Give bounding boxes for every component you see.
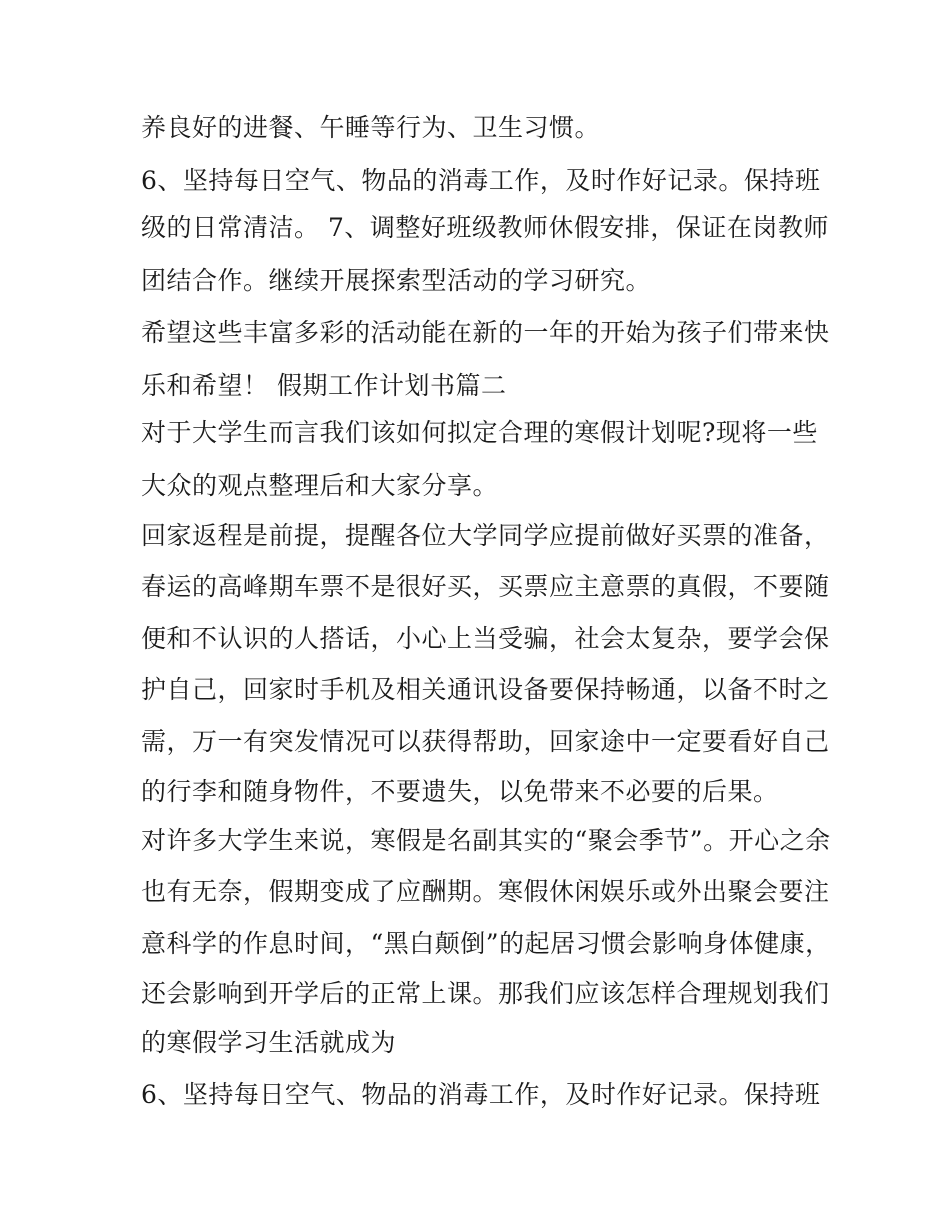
text-line: 对许多大学生来说，寒假是名副其实的“聚会季节”。开心之余 — [141, 826, 831, 855]
text-line: 希望这些丰富多彩的活动能在新的一年的开始为孩子们带来快 — [141, 318, 830, 347]
text-line: 也有无奈，假期变成了应酬期。寒假休闲娱乐或外出聚会要注 — [141, 877, 830, 906]
text-line: 的寒假学习生活就成为 — [141, 1028, 397, 1057]
text-line: 对于大学生而言我们该如何拟定合理的寒假计划呢?现将一些 — [141, 418, 818, 447]
text-line: 6、坚持每日空气、物品的消毒工作，及时作好记录。保持班 — [141, 1080, 821, 1109]
text-line: 级的日常清洁。 7、调整好班级教师休假安排，保证在岗教师 — [141, 213, 829, 242]
text-line: 的行李和随身物件，不要遗失，以免带来不必要的后果。 — [141, 777, 779, 806]
text-line: 乐和希望！ 假期工作计划书篇二 — [141, 371, 507, 400]
text-line: 便和不认识的人搭话，小心上当受骗，社会太复杂，要学会保 — [141, 624, 830, 653]
text-line: 6、坚持每日空气、物品的消毒工作，及时作好记录。保持班 — [141, 166, 821, 195]
text-line: 还会影响到开学后的正常上课。那我们应该怎样合理规划我们 — [141, 979, 830, 1008]
text-line: 大众的观点整理后和大家分享。 — [141, 471, 499, 500]
text-line: 需，万一有突发情况可以获得帮助，回家途中一定要看好自己 — [141, 727, 830, 756]
text-line: 养良好的进餐、午睡等行为、卫生习惯。 — [141, 113, 601, 142]
text-line: 春运的高峰期车票不是很好买，买票应主意票的真假，不要随 — [141, 572, 830, 601]
text-line: 护自己，回家时手机及相关通讯设备要保持畅通，以备不时之 — [141, 675, 830, 704]
text-line: 回家返程是前提，提醒各位大学同学应提前做好买票的准备， — [141, 521, 830, 550]
text-line: 意科学的作息时间，“黑白颠倒”的起居习惯会影响身体健康， — [141, 929, 831, 958]
text-line: 团结合作。继续开展探索型活动的学习研究。 — [141, 266, 652, 295]
